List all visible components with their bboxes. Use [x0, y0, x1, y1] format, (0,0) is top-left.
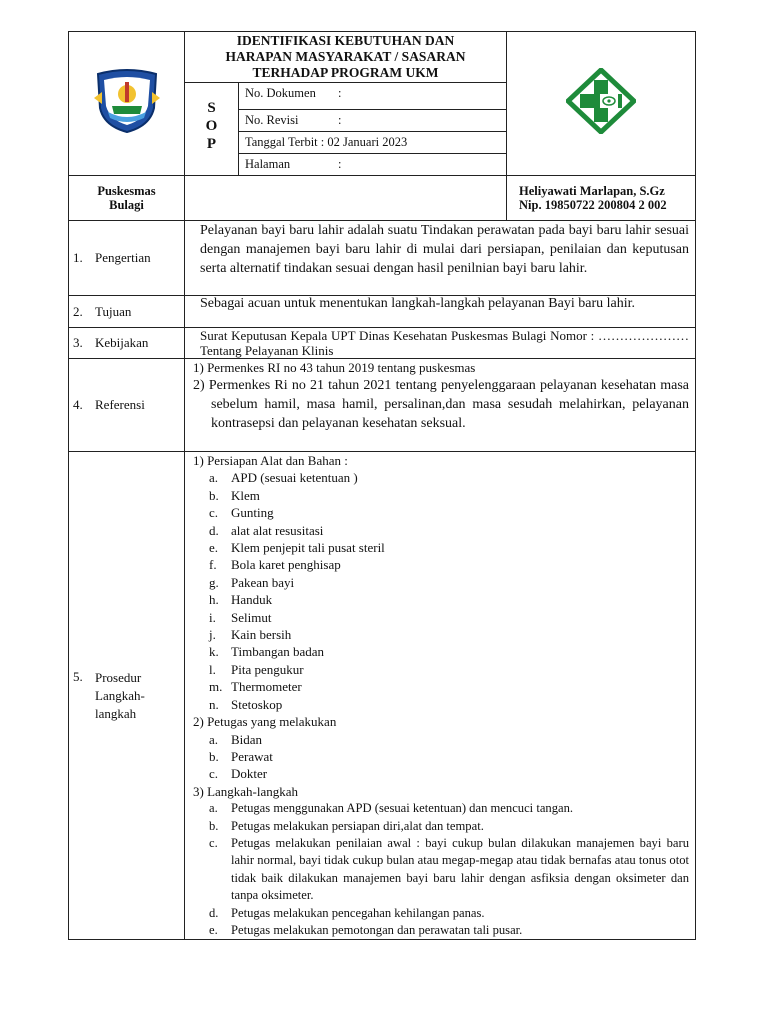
sop-label [185, 83, 239, 176]
sop-letter-s: S [207, 100, 216, 116]
row-label-prosedur [69, 452, 185, 940]
list-marker: h. [209, 592, 219, 608]
row-label: Tujuan [95, 303, 132, 319]
list-marker: b. [209, 818, 219, 833]
list-item: 2) Permenkes Ri no 21 tahun 2021 tentang penyelenggaraan pelayanan kesehatan masa sebelum hamil, masa hamil, persalinan,dan masa sesudah melahirkan, pelayanan kontrasepsi dan pelayanan kesehatan seksual. [193, 378, 689, 431]
list-item [193, 574, 689, 591]
row-label-line: Langkah- [95, 687, 145, 703]
list-item [193, 522, 689, 539]
list-item [193, 905, 689, 922]
list-marker: b. [209, 748, 219, 764]
kebijakan-text: Surat Keputusan Kepala UPT Dinas Kesehatan Puskesmas Bulagi Nomor : ………………… Tentang Pelayanan Klinis [185, 328, 696, 359]
list-text: Dokter [231, 766, 268, 782]
tujuan-text: Sebagai acuan untuk menentukan langkah-langkah pelayanan Bayi baru lahir. [185, 296, 696, 328]
list-marker: e. [209, 540, 219, 556]
row-label: Referensi [95, 397, 145, 412]
list-item [193, 661, 689, 678]
list-marker: k. [209, 644, 219, 660]
list-marker: e. [209, 922, 218, 937]
meta-key: Tanggal Terbit [245, 135, 318, 149]
list-marker: g. [209, 574, 219, 590]
list-text: Petugas melakukan pemotongan dan perawatan tali pusar. [231, 922, 523, 937]
regional-logo-cell [69, 32, 185, 176]
list-text: Selimut [231, 609, 272, 625]
meta-key: Halaman [245, 157, 291, 171]
list-item: 1) Permenkes RI no 43 tahun 2019 tentang puskesmas [193, 360, 476, 375]
list-text: Bola karet penghisap [231, 557, 341, 573]
list-text: Handuk [231, 592, 273, 608]
meta-value: : [338, 157, 342, 171]
list-marker: m. [209, 679, 223, 695]
meta-no-revisi [239, 110, 507, 132]
list-text: Klem [231, 487, 260, 503]
list-item [193, 748, 689, 765]
title-line-2: HARAPAN MASYARAKAT / SASARAN [225, 49, 466, 64]
list-text: Timbangan badan [231, 644, 325, 660]
meta-tanggal-terbit [239, 132, 507, 154]
row-number: 2. [73, 303, 83, 319]
list-marker: f. [209, 557, 217, 573]
org-line-2: Bulagi [109, 198, 144, 212]
pengertian-text: Pelayanan bayi baru lahir adalah suatu Tindakan perawatan pada bayi baru lahir sesuai dengan manajemen bayi baru lahir di mulai dari persiapan, penilaian dan keputusan serta alternatif tindakan sesuai dengan hasil penilnian bayi baru lahir. [185, 221, 696, 296]
meta-halaman [239, 154, 507, 176]
org-line-1: Puskesmas [97, 184, 156, 198]
list-marker: a. [209, 470, 219, 486]
list-item [193, 696, 689, 713]
puskesmas-logo-cell [507, 32, 696, 176]
list-text: Klem penjepit tali pusat steril [231, 540, 385, 556]
list-item [193, 487, 689, 504]
row-label-line: Prosedur [95, 669, 142, 685]
regional-emblem-icon [92, 68, 162, 134]
list-marker: a. [209, 731, 219, 747]
list-item [193, 765, 689, 782]
sop-document [68, 31, 695, 940]
row-number: 1. [73, 250, 83, 265]
referensi-list [187, 359, 689, 433]
list-text: Thermometer [231, 679, 302, 695]
list-item [193, 678, 689, 695]
list-item [193, 643, 689, 660]
sop-letter-o: O [205, 118, 218, 134]
list-marker: i. [209, 609, 216, 625]
meta-key: No. Revisi [245, 113, 299, 127]
list-item [193, 800, 689, 817]
list-text: Stetoskop [231, 696, 283, 712]
signer-name: Heliyawati Marlapan, S.Gz [519, 184, 665, 198]
row-number: 5. [73, 668, 83, 684]
list-item [193, 504, 689, 521]
row-label: Pengertian [95, 250, 151, 265]
list-text: Perawat [231, 748, 273, 764]
section-heading: 3) Langkah-langkah [193, 783, 299, 799]
list-item [193, 818, 689, 835]
list-item [193, 539, 689, 556]
list-text: Pita pengukur [231, 661, 304, 677]
list-marker: c. [209, 505, 219, 521]
title-line-1: IDENTIFIKASI KEBUTUHAN DAN [236, 33, 455, 48]
puskesmas-logo-icon [566, 68, 636, 134]
section-heading: 2) Petugas yang melakukan [193, 714, 337, 730]
sop-letter-p: P [206, 136, 217, 152]
staff-list [193, 731, 689, 783]
meta-value: : 02 Januari 2023 [320, 135, 408, 149]
empty-approval-cell [185, 176, 507, 221]
list-text: Petugas melakukan persiapan diri,alat dan tempat. [231, 818, 484, 833]
list-marker: b. [209, 487, 219, 503]
list-text: APD (sesuai ketentuan ) [231, 470, 358, 486]
steps-list [193, 800, 689, 939]
signer-nip: Nip. 19850722 200804 2 002 [519, 198, 667, 212]
row-label-tujuan [69, 296, 185, 328]
list-marker: a. [209, 801, 218, 816]
row-label-referensi [69, 359, 185, 452]
list-item [193, 469, 689, 486]
list-text: Gunting [231, 505, 274, 521]
list-text: Petugas menggunakan APD (sesuai ketentuan) dan mencuci tangan. [231, 801, 574, 816]
list-marker: d. [209, 522, 219, 538]
meta-value: : [338, 113, 342, 127]
list-item [193, 835, 689, 905]
row-number: 4. [73, 397, 83, 412]
list-marker: n. [209, 696, 219, 712]
list-item [193, 626, 689, 643]
signer-cell [507, 176, 696, 221]
meta-value: : [338, 86, 342, 100]
list-text: Petugas melakukan pencegahan kehilangan panas. [231, 905, 485, 920]
row-label-line: langkah [95, 705, 137, 721]
list-item [193, 731, 689, 748]
list-marker: l. [209, 661, 216, 677]
organization-cell [69, 176, 185, 221]
row-label-kebijakan [69, 328, 185, 359]
tools-list [193, 469, 689, 713]
list-text: alat alat resusitasi [231, 522, 324, 538]
sop-table [68, 31, 696, 940]
list-text: Pakean bayi [231, 574, 295, 590]
list-marker: d. [209, 905, 219, 920]
meta-no-dokumen [239, 83, 507, 110]
list-marker: c. [209, 835, 218, 850]
list-text: Bidan [231, 731, 263, 747]
list-item [193, 609, 689, 626]
list-marker: c. [209, 766, 219, 782]
document-title [185, 32, 507, 83]
list-item [193, 922, 689, 939]
list-item [193, 591, 689, 608]
row-label: Kebijakan [95, 335, 149, 350]
list-text: Kain bersih [231, 627, 292, 643]
prosedur-cell [185, 452, 696, 940]
referensi-cell [185, 359, 696, 452]
meta-key: No. Dokumen [245, 86, 316, 100]
section-heading: 1) Persiapan Alat dan Bahan : [193, 453, 348, 468]
list-item [193, 556, 689, 573]
list-marker: j. [209, 627, 216, 643]
row-label-pengertian [69, 221, 185, 296]
title-line-3: TERHADAP PROGRAM UKM [252, 65, 439, 80]
list-text: Petugas melakukan penilaian awal : bayi cukup bulan dilakukan manajemen bayi baru lahir normal, bayi tidak cukup bulan atau megap-megap atau tidak bernafas atau tonus otot tidak baik dilakukan manajemen bayi baru lahir dengan asfiksia dengan oksimeter dan tanpa oksimeter. [231, 835, 689, 903]
row-number: 3. [73, 335, 83, 350]
